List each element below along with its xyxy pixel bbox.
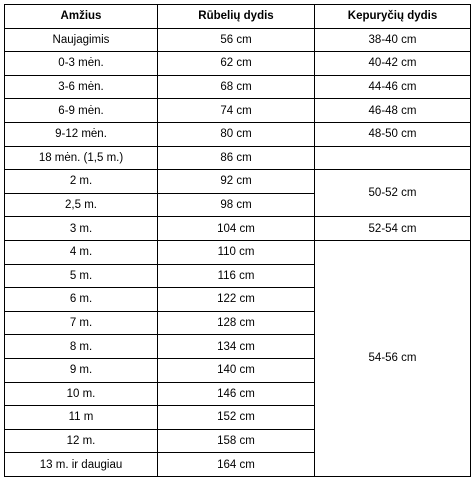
hat-size-cell: 44-46 cm bbox=[315, 75, 471, 99]
age-cell: 9-12 mėn. bbox=[5, 122, 158, 146]
table-row bbox=[5, 52, 471, 76]
table-row bbox=[5, 99, 471, 123]
clothing-size-cell: 116 cm bbox=[158, 264, 315, 288]
clothing-size-cell: 140 cm bbox=[158, 358, 315, 382]
hat-size-cell: 38-40 cm bbox=[315, 28, 471, 52]
clothing-size-cell: 56 cm bbox=[158, 28, 315, 52]
clothing-size-cell: 110 cm bbox=[158, 240, 315, 264]
clothing-size-cell: 68 cm bbox=[158, 75, 315, 99]
age-cell: 5 m. bbox=[5, 264, 158, 288]
age-cell: 12 m. bbox=[5, 429, 158, 453]
age-cell: 7 m. bbox=[5, 311, 158, 335]
age-cell: 11 m bbox=[5, 406, 158, 430]
age-cell: 3 m. bbox=[5, 217, 158, 241]
age-cell: 13 m. ir daugiau bbox=[5, 453, 158, 477]
clothing-size-cell: 128 cm bbox=[158, 311, 315, 335]
clothing-size-cell: 74 cm bbox=[158, 99, 315, 123]
clothing-size-cell: 86 cm bbox=[158, 146, 315, 170]
hat-size-cell: 46-48 cm bbox=[315, 99, 471, 123]
table-row bbox=[5, 217, 471, 241]
hat-size-cell: 54-56 cm bbox=[315, 240, 471, 476]
age-cell: 6 m. bbox=[5, 288, 158, 312]
hat-size-cell-empty bbox=[315, 146, 471, 170]
age-cell: 2 m. bbox=[5, 170, 158, 194]
hat-size-cell: 48-50 cm bbox=[315, 122, 471, 146]
age-cell: Naujagimis bbox=[5, 28, 158, 52]
age-cell: 10 m. bbox=[5, 382, 158, 406]
table-row bbox=[5, 240, 471, 264]
table-row bbox=[5, 170, 471, 194]
clothing-size-cell: 104 cm bbox=[158, 217, 315, 241]
age-cell: 6-9 mėn. bbox=[5, 99, 158, 123]
age-cell: 2,5 m. bbox=[5, 193, 158, 217]
age-cell: 4 m. bbox=[5, 240, 158, 264]
table-row bbox=[5, 75, 471, 99]
header-clothing-size: Rūbelių dydis bbox=[158, 5, 315, 29]
hat-size-cell: 50-52 cm bbox=[315, 170, 471, 217]
table-row bbox=[5, 122, 471, 146]
clothing-size-cell: 98 cm bbox=[158, 193, 315, 217]
clothing-size-cell: 134 cm bbox=[158, 335, 315, 359]
header-row bbox=[5, 5, 471, 29]
hat-size-cell: 52-54 cm bbox=[315, 217, 471, 241]
clothing-size-cell: 92 cm bbox=[158, 170, 315, 194]
header-hat-size: Kepuryčių dydis bbox=[315, 5, 471, 29]
clothing-size-cell: 122 cm bbox=[158, 288, 315, 312]
hat-size-cell: 40-42 cm bbox=[315, 52, 471, 76]
table-row bbox=[5, 146, 471, 170]
table-row bbox=[5, 28, 471, 52]
age-cell: 18 mėn. (1,5 m.) bbox=[5, 146, 158, 170]
age-cell: 9 m. bbox=[5, 358, 158, 382]
clothing-size-cell: 158 cm bbox=[158, 429, 315, 453]
age-cell: 0-3 mėn. bbox=[5, 52, 158, 76]
clothing-size-cell: 62 cm bbox=[158, 52, 315, 76]
clothing-size-cell: 80 cm bbox=[158, 122, 315, 146]
clothing-size-cell: 146 cm bbox=[158, 382, 315, 406]
size-table bbox=[4, 4, 471, 477]
age-cell: 3-6 mėn. bbox=[5, 75, 158, 99]
clothing-size-cell: 164 cm bbox=[158, 453, 315, 477]
clothing-size-cell: 152 cm bbox=[158, 406, 315, 430]
header-age: Amžius bbox=[5, 5, 158, 29]
age-cell: 8 m. bbox=[5, 335, 158, 359]
